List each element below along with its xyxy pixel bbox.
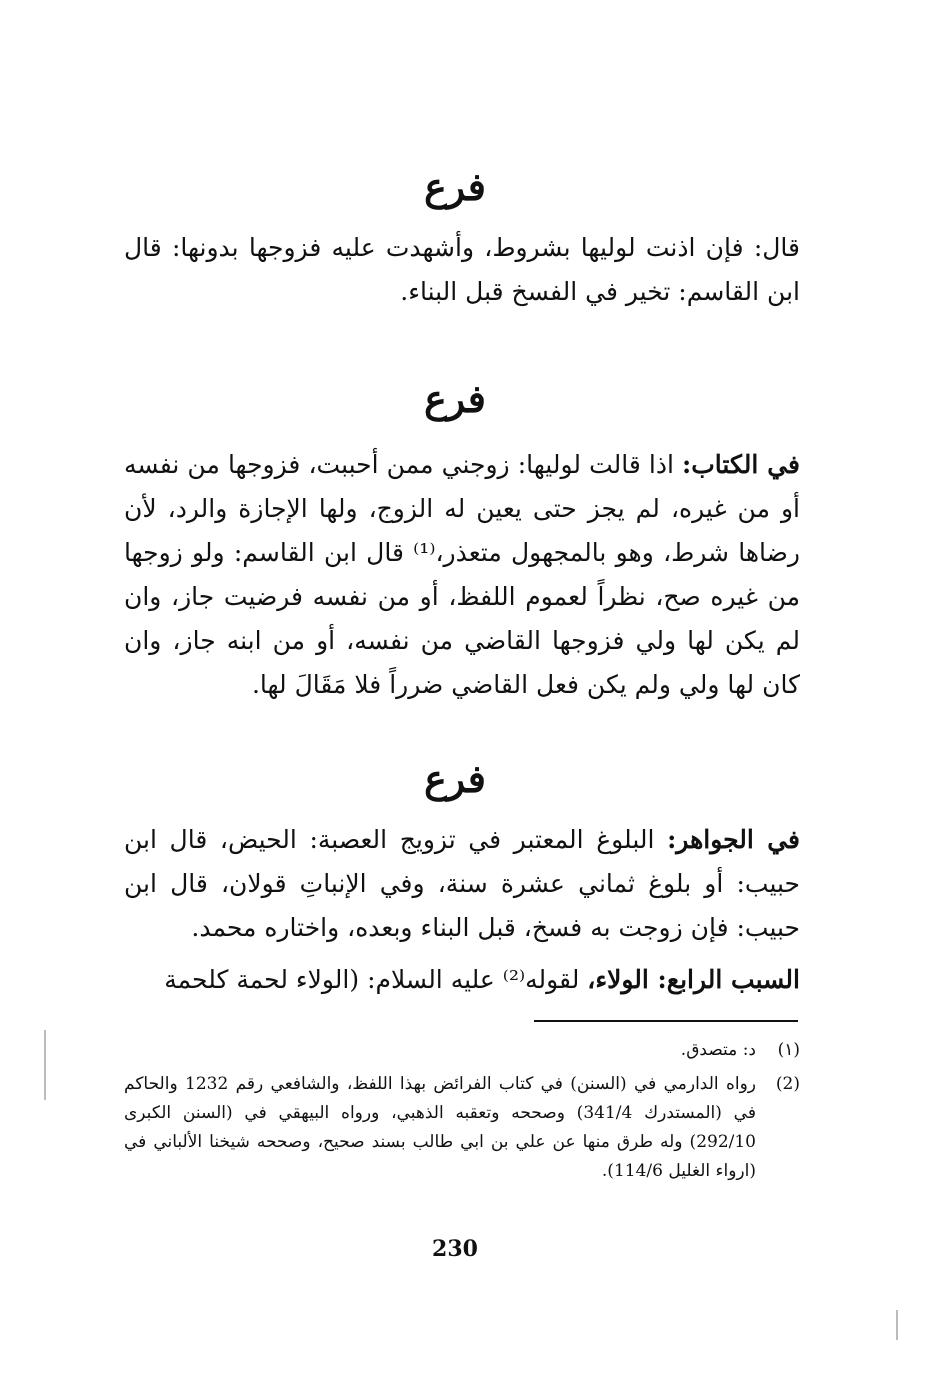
closing-lead: السبب الرابع: الولاء، bbox=[587, 965, 800, 994]
section-paragraph-3 bbox=[124, 818, 800, 950]
footnote-2 bbox=[124, 1070, 800, 1186]
section-heading-1: فرع bbox=[424, 164, 486, 209]
section-paragraph-1 bbox=[124, 226, 800, 314]
footnote-text-1: د: متصدق. bbox=[680, 1040, 756, 1060]
footnote-marker-1: (١) bbox=[777, 1040, 800, 1060]
scan-margin-mark bbox=[44, 1030, 46, 1100]
footnote-1 bbox=[124, 1036, 800, 1065]
section-paragraph-2 bbox=[124, 443, 800, 707]
footnote-marker-2: (2) bbox=[775, 1074, 800, 1094]
section-text-1: قال: فإن اذنت لوليها بشروط، وأشهدت عليه فزوجها بدونها: قال ابن القاسم: تخير في الفسخ قبل البناء. bbox=[124, 233, 800, 306]
section-lead-2: في الكتاب: bbox=[682, 450, 800, 479]
section-text-3: البلوغ المعتبر في تزويج العصبة: الحيض، قال ابن حبيب: أو بلوغ ثماني عشرة سنة، وفي الإنباتِ قولان، قال ابن حبيب: فإن زوجت به فسخ، قبل البناء وبعده، واختاره محمد. bbox=[124, 825, 800, 942]
page-number: 230 bbox=[432, 1236, 478, 1262]
scan-margin-mark bbox=[896, 1310, 898, 1340]
footnote-separator bbox=[534, 1020, 798, 1022]
section-lead-3: في الجواهر: bbox=[667, 825, 800, 854]
footnote-text-2: رواه الدارمي في (السنن) في كتاب الفرائض بهذا اللفظ، والشافعي رقم 1232 والحاكم في (المستدرك 341/4) وصححه وتعقبه الذهبي، ورواه البيهقي في (السنن الكبرى 292/10) وله طرق منها عن علي بن ابي طالب بسند صحيح، وصححه شيخنا الألباني في (ارواء الغليل 114/6). bbox=[124, 1074, 756, 1181]
section-heading-2: فرع bbox=[424, 376, 486, 421]
section-text-2: اذا قالت لوليها: زوجني ممن أحببت، فزوجها من نفسه أو من غيره، لم يجز حتى يعين له الزوج، ولها الإجازة والرد، لأن رضاها شرط، وهو بالمجهول متعذر،⁽¹⁾ قال ابن القاسم: ولو زوجها من غيره صح، نظراً لعموم اللفظ، أو من نفسه فرضيت جاز، وان لم يكن لها ولي فزوجها القاضي من نفسه، أو من ابنه جاز، وان كان لها ولي ولم يكن فعل القاضي ضرراً فلا مَقَالَ لها. bbox=[124, 450, 800, 699]
closing-text: لقوله⁽²⁾ عليه السلام: (الولاء لحمة كلحمة bbox=[164, 965, 588, 994]
section-heading-3: فرع bbox=[424, 756, 486, 801]
closing-line bbox=[124, 958, 800, 1002]
